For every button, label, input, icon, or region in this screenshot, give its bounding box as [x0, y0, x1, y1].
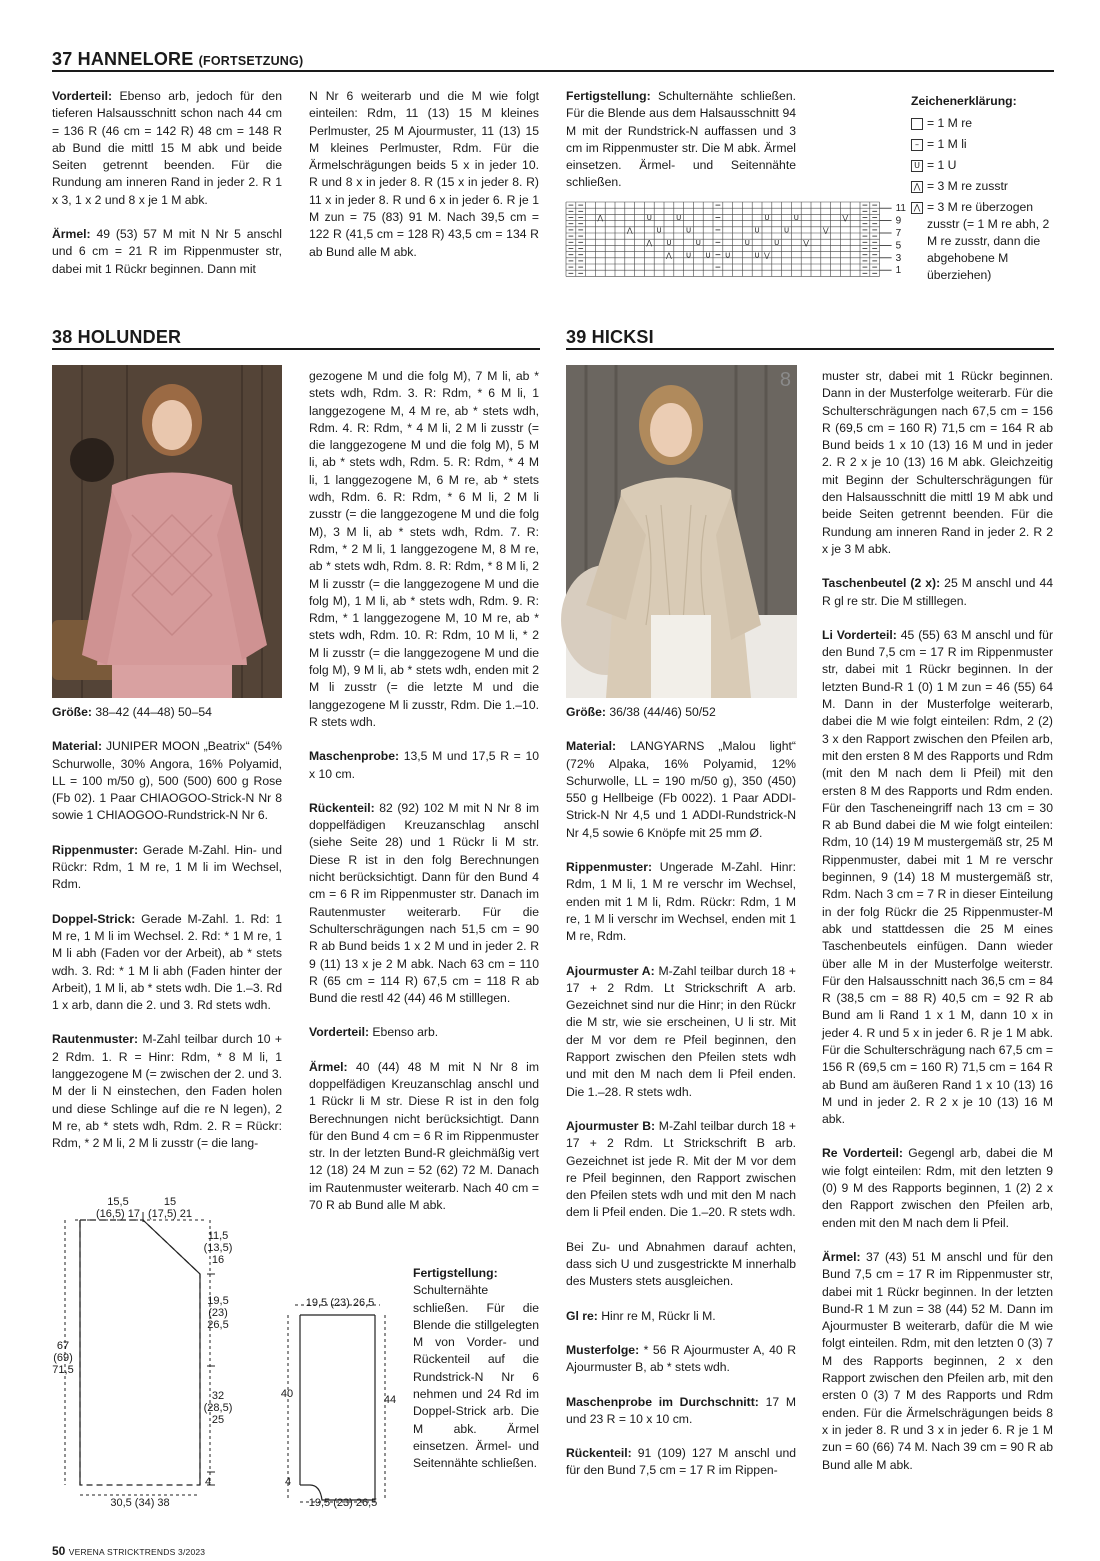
paragraph-text: muster str, dabei mit 1 Rückr beginnen. Dann in der Musterfolge weiterarb. Für die Schulterschrägungen nach 67,5 cm = 156 R (69,5 cm = 160 R) 71,5 cm = 164 R ab Bund beids 1 x 10 (13) 16 M und in jeder 2. R 2 x je 10 (13) 16 M abk. Gleichzeitig mit Beginn der Schulterschrägungen für den Halsausschnitt die mittl 19 M abk und beide Seiten getrennt beenden. Für die Rundung am inneren Rand in jeder 2. R 2 x je 3 M abk.	[822, 369, 1053, 556]
section-37-title	[52, 49, 303, 70]
page-footer	[52, 1544, 205, 1558]
chart-stitch-symbol: ⋁	[764, 251, 770, 260]
paragraph-text: JUNIPER MOON „Beatrix“ (54% Schurwolle, 30% Angora, 16% Polyamid, LL = 100 m/50 g), 500 (500) 600 g Rose (Fb 02). 1 Paar CHIAOGOO-Strick-N Nr 8 sowie 1 CHIAOGOO-Rundstrick-N Nr 6.	[52, 739, 282, 823]
s38-finishing	[413, 1265, 539, 1490]
paragraph-heading: Li Vorderteil:	[822, 627, 897, 642]
legend-title: Zeichenerklärung:	[911, 94, 1017, 108]
paragraph	[566, 1308, 796, 1325]
legend-symbol-icon: –	[911, 139, 923, 151]
paragraph-text: Gerade M-Zahl. Hin- und Rückr: Rdm, 1 M re, 1 M li im Wechsel, Rdm.	[52, 842, 282, 892]
paragraph-heading: Rautenmuster:	[52, 1032, 139, 1047]
paragraph-heading: Vorderteil:	[52, 89, 113, 103]
legend-item	[911, 178, 1056, 195]
paragraph-text: Ebenso arb, jedoch für den tieferen Halsausschnitt schon nach 44 cm = 136 R (46 cm = 142 R) 48 cm = 148 R ab Bund die mittl 15 M abk und beide Seiten getrennt beenden. Für die Rundung am inneren Rand in jeder 2. R 1 x 3, 1 x 2 und 8 x je 1 M abk.	[52, 89, 282, 207]
paragraph-text: 38–42 (44–48) 50–54	[91, 705, 212, 719]
sleeve-right: 44	[383, 1394, 397, 1406]
chart-stitch-symbol: ⋀	[626, 226, 633, 235]
paragraph	[566, 1445, 796, 1480]
paragraph-text: 40 (44) 48 M mit N Nr 8 im doppelfädigen Kreuzanschlag anschl und 1 Rückr li M str. Diese R ist in den folg Berechnungen nicht berücksichtigt. Dann für den Bund 4 cm = 6 R im Rippenmuster str. In der letzten Bund-R gleichmäßig vert 12 (18) 24 M zun = 52 (62) 72 M. Danach im Rautenmuster weiterarb. Nach 40 cm = 70 R ab Bund alle M abk.	[309, 1059, 539, 1213]
paragraph	[822, 627, 1053, 1129]
paragraph	[52, 88, 282, 209]
s37-column-1	[52, 88, 282, 295]
paragraph	[822, 1145, 1053, 1231]
photo-page-badge: 8	[779, 369, 791, 391]
chart-stitch-symbol: U	[705, 251, 711, 260]
chart-stitch-symbol: U	[744, 238, 750, 247]
paragraph	[52, 704, 282, 721]
paragraph-heading: Ärmel:	[822, 1249, 861, 1264]
magazine-issue: VERENA STRICKTRENDS 3/2023	[68, 1547, 206, 1557]
chart-row-number: 1	[895, 265, 902, 277]
paragraph-heading: Rippenmuster:	[52, 842, 138, 857]
paragraph-heading: Musterfolge:	[566, 1342, 640, 1357]
paragraph	[566, 1394, 796, 1429]
section-39-title: 39 HICKSI	[566, 327, 654, 347]
legend-text: = 3 M re zusstr	[927, 179, 1008, 193]
paragraph-heading: Rückenteil:	[566, 1446, 632, 1461]
paragraph-heading: Rippenmuster:	[566, 860, 652, 875]
chart-stitch-symbol: U	[764, 214, 770, 223]
legend-item	[911, 136, 1056, 153]
paragraph-text: Gegengl arb, dabei die M wie folgt einteilen: Rdm, mit den letzten 9 (0) 9 M des Rapports beginnen, 1 (2) 2 x den Rapport zwischen den Pfeilen arb, enden mit den M nach dem li Pfeil.	[822, 1146, 1053, 1230]
chart-stitch-symbol: U	[685, 251, 692, 260]
paragraph-text: 36/38 (44/46) 50/52	[605, 705, 716, 719]
paragraph-text: 45 (55) 63 M anschl und für den Bund 7,5 cm = 17 R im Rippenmuster str, dabei mit 1 Rückr beginnen. In der letzten Bund-R 1 (0) 1 M zun = 46 (55) 64 M. Dann in der Musterfolge weiterarb, dabei die M wie folgt einteilen: Rdm, 2 (2) 3 x den Rapport zwischen den Pfeilen arb, mit den ersten 8 M des Rapports und Rdm (mit den M nach dem li Pfeil) mit den ersten 8 M des Rapports und Rdm enden. Für den Tascheneingriff nach 13 cm = 30 R ab Bund dabei die M wie folgt einteilen: Rdm, 10 (14) 19 M mustergemäß str, 25 M Rippenmuster, dabei mit 1 M re verschr beginnen, 9 (14) 18 M mustergemäß str, Rdm. Nach 3 cm = 7 R in dieser Einteilung in der folg Rückr die 25 Rippenmuster-M abk und stattdessen die 25 M eines Taschenbeutels einfügen. Dann wieder über alle M in der Musterfolge weiterstr. Für den Halsausschnitt nach 36,5 cm = 84 R (38,5 cm = 88 R) 40,5 cm = 92 R ab Bund am li Rand 1 x 1 M, dann 10 x in jeder 4. R und 5 x in jeder 6. R je 1 M abk. Für die Schulterschrägung nach 67,5 cm = 156 R (69,5 cm = 160 R) 71,5 cm = 164 R ab Bund am äußeren Rand 1 x 10 (13) 16 M und in jeder 2. R 2 x je 10 (13) 16 M abk.	[822, 627, 1053, 1127]
chart-row-number: 9	[895, 215, 902, 227]
s37-column-2	[309, 88, 539, 278]
chart-stitch-symbol: U	[646, 214, 652, 223]
paragraph	[566, 704, 796, 721]
chart-row-number: 5	[895, 240, 902, 252]
paragraph-heading: Fertigstellung:	[413, 1266, 498, 1280]
chart-stitch-symbol: U	[656, 226, 662, 235]
body-right-2: 19,5 (23) 26,5	[207, 1295, 229, 1331]
body-right-1: 11,5 (13,5) 16	[203, 1230, 233, 1266]
paragraph	[52, 226, 282, 278]
paragraph-heading: Ajourmuster A:	[566, 963, 655, 978]
chart-row-number: 11	[895, 203, 906, 215]
paragraph-heading: Maschenprobe:	[309, 749, 400, 764]
s37-column-3	[566, 88, 796, 209]
s38-column-2	[309, 368, 539, 1231]
paragraph-heading: Gl re:	[566, 1308, 598, 1323]
paragraph-text: Bei Zu- und Abnahmen darauf achten, dass sich U und zusgestrickte M innerhalb des Musters stets ausgleichen.	[566, 1239, 796, 1289]
legend-item	[911, 115, 1056, 132]
legend-symbol-icon: U	[911, 160, 923, 172]
paragraph	[309, 368, 539, 731]
chart-stitch-symbol: U	[725, 251, 731, 260]
legend-text: = 1 U	[927, 158, 957, 172]
paragraph	[52, 842, 282, 894]
sleeve-small: 4	[284, 1476, 292, 1488]
paragraph-text: Ungerade M-Zahl. Hinr: Rdm, 1 M li, 1 M re verschr im Wechsel, enden mit 1 M li, Rdm. Rückr: Rdm, 1 M re, 1 M li verschr im Wechsel, enden mit 1 M re, Rdm.	[566, 860, 796, 944]
chart-stitch-symbol: ⋀	[666, 251, 672, 260]
sleeve-left: 40	[280, 1388, 294, 1400]
chart-stitch-symbol: ⋁	[822, 226, 829, 235]
section-37-name: 37 HANNELORE	[52, 49, 194, 69]
paragraph-text: Hinr re M, Rückr li M.	[597, 1308, 716, 1323]
legend-symbol-icon: ⋀	[911, 202, 923, 214]
chart-stitch-symbol: ⋁	[803, 238, 809, 247]
paragraph-heading: Material:	[566, 739, 617, 754]
body-right-3: 32 (28,5) 25	[203, 1390, 233, 1426]
photo-hicksi-cardigan	[566, 365, 797, 698]
paragraph-text: 25 M anschl und 44 R gl re str. Die M stilllegen.	[822, 576, 1053, 608]
paragraph-heading: Ärmel:	[52, 227, 91, 242]
paragraph	[309, 1024, 539, 1041]
paragraph-text: 49 (53) 57 M mit N Nr 5 anschl und 6 cm = 21 R im Rippenmuster str, dabei mit 1 Rückr beginnen. Dann mit	[52, 227, 282, 276]
paragraph	[309, 800, 539, 1008]
paragraph-text: LANGYARNS „Malou light“ (72% Alpaka, 16% Polyamid, 12% Schurwolle, LL = 190 m/50 g), 350 (450) 550 g Hellbeige (Fb 0022). 1 Paar ADDI-Strick-N Nr 4,5 und 1 ADDI-Rundstrick-N Nr 4,5 sowie 6 Knöpfe mit 25 mm Ø.	[566, 739, 796, 840]
paragraph-text: 91 (109) 127 M anschl und für den Bund 7,5 cm = 17 R im Rippen-	[566, 1446, 796, 1478]
paragraph-heading: Vorderteil:	[309, 1025, 370, 1040]
paragraph-heading: Doppel-Strick:	[52, 911, 136, 926]
section-38-rule	[52, 348, 540, 350]
s39-column-1	[566, 704, 796, 1497]
paragraph-text: gezogene M und die folg M), 7 M li, ab * stets wdh, Rdm. 3. R: Rdm, * 6 M li, 1 langgezogene M, 4 M re, ab * stets wdh, Rdm. 4. R: Rdm, * 4 M li, 2 M li zusstr (= die langgezogene M und die folg M), 5 M li, ab * stets wdh, Rdm. 5. R: Rdm, * 4 M li, 1 langgezogene M, 6 M re, ab * stets wdh, Rdm. 6. R: Rdm, * 6 M li, 2 M li zusstr (= die langgezogene M und die folg M), 3 M li, ab * stets wdh, Rdm. 7. R: Rdm, * 2 M li, 1 langgezogene M, 8 M re, ab * stets wdh, Rdm. 8. R: Rdm, * 8 M li, 2 M li zusstr (= die langgezogene M und die folg M), 1 M li, ab * stets wdh, Rdm. 9. R: Rdm, * 1 langgezogene M, 10 M re, ab * stets wdh, Rdm. 10. R: Rdm, 10 M li, * 2 M li zusstr (= die langgezogene M und die folg M), 9 M li, ab * stets wdh, enden mit 2 M li zusstr (= die letzte M und die langgezogene M li zusstr, Rdm. Die 1.–10. R stets wdh.	[309, 369, 539, 729]
body-bottom: 30,5 (34) 38	[110, 1497, 170, 1509]
chart-stitch-symbol: U	[676, 214, 682, 223]
paragraph	[566, 1118, 796, 1222]
legend-text: = 1 M li	[927, 137, 967, 151]
paragraph	[566, 88, 796, 192]
paragraph	[52, 738, 282, 824]
chart-stitch-symbol: ⋁	[842, 214, 849, 223]
paragraph-heading: Re Vorderteil:	[822, 1146, 903, 1161]
section-38-title: 38 HOLUNDER	[52, 327, 182, 347]
legend-item	[911, 199, 1056, 284]
chart-stitch-symbol: U	[754, 251, 760, 260]
chart-legend	[911, 93, 1056, 288]
chart-stitch-symbol: U	[666, 238, 672, 247]
legend-text: = 1 M re	[927, 116, 973, 130]
paragraph-text: 37 (43) 51 M anschl und für den Bund 7,5 cm = 17 R im Rippenmuster str, dabei mit 1 Rückr beginnen. In der letzten Bund-R 1 M zun = 38 (44) 52 M. Dann im Ajourmuster B weiterarb, dafür die M wie folgt einteilen. Rdm, mit den letzten 0 (3) 7 M des Rapports beginnen, 2 x den Rapport zwischen den Pfeilen arb, mit den ersten 0 (3) 7 M des Rapports und Rdm enden. Für die Ärmelschrägungen beids 8 x in jeder 8. R und 3 x in jeder 6. R je 1 M zun = 60 (66) 74 M. Nach 39 cm = 90 R ab Bund alle M abk.	[822, 1249, 1054, 1472]
paragraph-heading: Material:	[52, 739, 103, 754]
paragraph-heading: Taschenbeutel (2 x):	[822, 576, 941, 591]
chart-stitch-symbol: U	[754, 226, 760, 235]
paragraph-heading: Größe:	[52, 705, 92, 719]
paragraph	[309, 88, 539, 261]
paragraph	[309, 1059, 539, 1215]
paragraph-text: M-Zahl teilbar durch 10 + 2 Rdm. 1. R = Hinr: Rdm, * 8 M li, 1 langgezogene M (= zwischen der 2. und 3. M der li N einstechen, den Faden holen und diese Schlinge auf die re N legen), 2 M re, ab * stets wdh, Rdm. 2. R = Rückr: Rdm, * 2 M li, 2 M li zusstr (= die lang-	[52, 1032, 283, 1151]
section-37-subtitle: (FORTSETZUNG)	[198, 54, 304, 68]
chart-stitch-symbol: U	[774, 238, 780, 247]
chart-stitch-symbol: U	[685, 226, 692, 235]
legend-symbol-icon	[911, 118, 923, 130]
paragraph-heading: Maschenprobe im Durchschnitt:	[566, 1394, 759, 1409]
paragraph-text: M-Zahl teilbar durch 18 + 17 + 2 Rdm. Lt Strickschrift B arb. Gezeichnet ist jede R. Mit der M vor dem re Pfeil beginnen, den Rapport zwischen den Pfeilen stets wdh und mit den M nach dem li Pfeil enden. Die 1.–20. R stets wdh.	[566, 1118, 796, 1220]
sleeve-bottom: 19,5 (23) 26,5	[308, 1497, 378, 1509]
paragraph-text: Gerade M-Zahl. 1. Rd: 1 M re, 1 M li im Wechsel. 2. Rd: * 1 M re, 1 M li abh (Faden vor der Arbeit), ab * stets wdh. 3. Rd: * 1 M li abh (Faden hinter der Arbeit), 1 M li, ab * stets wdh. Die 1.–3. Rd 1 x arb, dann die 2. und 3. Rd stets wdh.	[52, 911, 282, 1013]
body-left: 67 (69) 71,5	[52, 1340, 74, 1376]
sleeve-top: 19,5 (23) 26,5	[305, 1297, 375, 1309]
paragraph-text: * 56 R Ajourmuster A, 40 R Ajourmuster B, ab * stets wdh.	[566, 1342, 796, 1375]
paragraph	[413, 1265, 539, 1473]
paragraph	[822, 1249, 1053, 1474]
section-39-rule	[566, 348, 1054, 350]
body-top-left: 15,5 (16,5) 17	[95, 1196, 141, 1220]
chart-stitch-symbol: ⋀	[646, 238, 653, 247]
paragraph	[566, 859, 796, 945]
paragraph	[566, 1342, 796, 1377]
paragraph	[309, 748, 539, 783]
paragraph	[566, 963, 796, 1101]
legend-symbol-icon: ⋀	[911, 181, 923, 193]
s39-column-2	[822, 368, 1053, 1491]
paragraph-heading: Ärmel:	[309, 1059, 348, 1074]
paragraph	[52, 1031, 282, 1152]
chart-stitch-symbol: U	[695, 238, 701, 247]
chart-row-number: 3	[895, 252, 902, 264]
legend-text: = 3 M re überzogen zusstr (= 1 M re abh, 2 M re zusstr, dann die abgehobene M überziehen)	[927, 200, 1050, 282]
paragraph-text: M-Zahl teilbar durch 18 + 17 + 2 Rdm. Lt Strickschrift A arb. Gezeichnet sind nur die Hinr; in den Rückr die M str, wie sie erscheinen, U li str. Mit der M vor dem re Pfeil beginnen, den Rapport zwischen den Pfeilen stets wdh und mit den M nach dem li Pfeil enden. Die 1.–28. R stets wdh.	[566, 963, 796, 1099]
paragraph-heading: Ajourmuster B:	[566, 1118, 656, 1133]
paragraph-text: Schulternähte schließen. Für die Blende aus dem Halsausschnitt 94 M mit der Rundstrick-N auffassen und 3 cm im Rippenmuster str. Die M abk. Ärmel einsetzen. Ärmel- und Seitennähte schließen.	[566, 89, 796, 190]
chart-row-number: 7	[895, 228, 902, 239]
paragraph-text: Schulternähte schließen. Für die Blende die stillgelegten M von Vorder- und Rückenteil auf die Rundstrick-N Nr 6 nehmen und 24 Rd im Doppel-Strick arb. Die M abk. Ärmel einsetzen. Ärmel- und Seitennähte schließen.	[413, 1283, 539, 1471]
paragraph	[566, 1239, 796, 1291]
paragraph-heading: Fertigstellung:	[566, 89, 651, 103]
paragraph-heading: Rückenteil:	[309, 800, 375, 815]
s38-column-1	[52, 704, 282, 1170]
chart-stitch-symbol: ⋀	[597, 214, 604, 223]
paragraph	[822, 575, 1053, 610]
paragraph-text: 82 (92) 102 M mit N Nr 8 im doppelfädigen Kreuzanschlag anschl (siehe Seite 28) und 1 Rückr li M str. Diese R ist in den folg Berechnungen nicht berücksichtigt. Dann für den Bund 4 cm = 6 R im Rippenmuster str. Danach im Rautenmuster weiterarb. Für die Schulterschrägungen nach 51,5 cm = 90 R ab Bund beids 1 x 2 M und in jeder 2. R 9 (11) 13 x je 2 M abk. Nach 63 cm = 110 R (65 cm = 114 R) 67,5 cm = 118 R ab Bund die restl 42 (44) 46 M stilllegen.	[309, 800, 539, 1006]
page-number: 50	[52, 1544, 66, 1558]
chart-stitch-symbol: U	[793, 214, 799, 223]
chart-stitch-symbol: U	[783, 226, 790, 235]
body-right-4: 4	[204, 1476, 212, 1488]
paragraph-text: N Nr 6 weiterarb und die M wie folgt einteilen: Rdm, 11 (13) 15 M kleines Perlmuster, 25 M Ajourmuster, 11 (13) 15 M kleines Perlmuster, Rdm. Für die Ärmelschrägungen beids 5 x in jeder 10. R und 8 x in jeder 8. R (15 x in jeder 8. R) 11 x in jeder 8. R und 6 x in jeder 6. R je 1 M zun = 75 (83) 91 M. Nach 39,5 cm = 122 R (41,5 cm = 128 R) 43,5 cm = 134 R ab Bund alle M abk.	[309, 89, 539, 259]
paragraph-text: 13,5 M und 17,5 R = 10 x 10 cm.	[309, 749, 539, 781]
section-37-rule	[52, 70, 1054, 72]
paragraph-heading: Größe:	[566, 705, 606, 719]
paragraph-text: 17 M und 23 R = 10 x 10 cm.	[566, 1394, 796, 1426]
paragraph-text: Ebenso arb.	[369, 1025, 439, 1040]
photo-holunder-sweater	[52, 365, 282, 698]
paragraph	[52, 911, 282, 1015]
legend-item	[911, 157, 1056, 174]
paragraph	[822, 368, 1053, 558]
knitting-chart	[566, 200, 906, 280]
paragraph	[566, 738, 796, 842]
body-top-right: 15 (17,5) 21	[147, 1196, 193, 1220]
